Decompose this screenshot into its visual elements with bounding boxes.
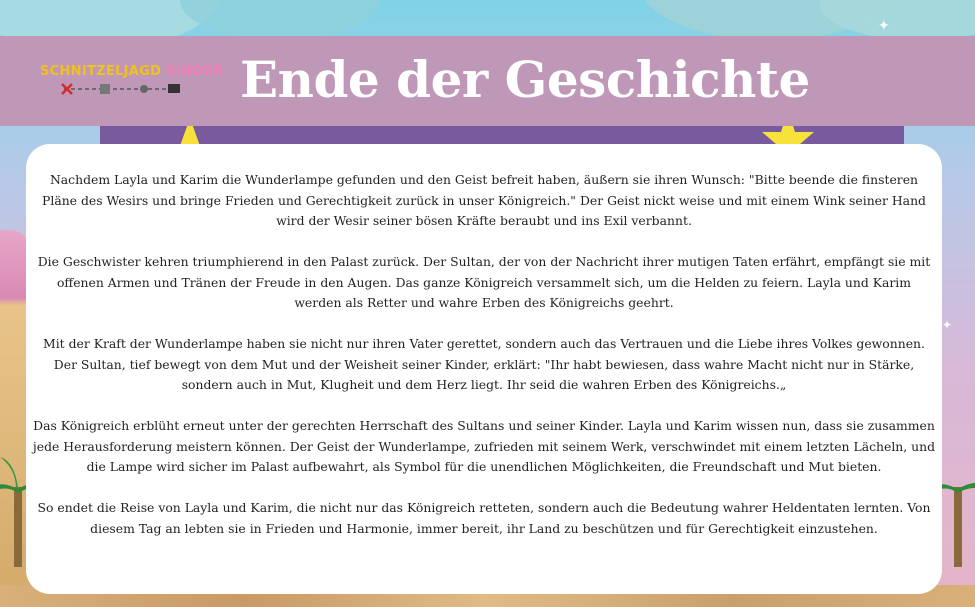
story-paragraph-1: Nachdem Layla und Karim die Wunderlampe gefunden und den Geist befreit haben, äußern sie ihren Wunsch: "Bitte beende die finsteren Pläne des Wesirs und bringe Frieden und Gerechtigkeit zurück in unser Königreich." Der Geist nickt weise und mit einem Wink seiner Hand wird der Wesir seiner bösen Kräfte beraubt und ins Exil verbannt. — [42, 172, 926, 228]
treasure-trail-icon — [40, 82, 185, 96]
logo-word-2: KINDER — [166, 64, 224, 79]
story-body — [32, 170, 936, 560]
page-title: Ende der Geschichte — [240, 50, 810, 109]
sparkle-icon: ✦ — [942, 318, 953, 332]
story-card — [26, 144, 942, 594]
story-paragraph-5: So endet die Reise von Layla und Karim, die nicht nur das Königreich retteten, sondern auch die Bedeutung wahrer Heldentaten lernten. Von diesem Tag an lebten sie in Frieden und Harmonie, immer bereit, ihr Land zu beschützen und für Gerechtigkeit einzustehen. — [37, 500, 931, 536]
story-paragraph-3: Mit der Kraft der Wunderlampe haben sie nicht nur ihren Vater gerettet, sondern auch das Vertrauen und die Liebe ihres Volkes gewonnen. Der Sultan, tief bewegt von dem Mut und der Weisheit seiner Kinder, erklärt: "Ihr habt bewiesen, dass wahre Macht nicht nur in Stärke, sondern auch in Mut, Klugheit und dem Herz liegt. Ihr seid die wahren Erben des Königreichs.„ — [43, 336, 925, 392]
story-paragraph-4: Das Königreich erblüht erneut unter der gerechten Herrschaft des Sultans und seiner Kinder. Layla und Karim wissen nun, dass sie zusammen jede Herausforderung meistern können. Der Geist der Wunderlampe, zufrieden mit seinem Werk, verschwindet mit einem letzten Lächeln, und die Lampe wird sicher im Palast aufbewahrt, als Symbol für die unendlichen Möglichkeiten, die Freundschaft und Mut bieten. — [32, 418, 936, 474]
logo-word-1: SCHNITZELJAGD — [40, 64, 162, 79]
cloud — [820, 0, 975, 40]
logo-wordmark — [40, 64, 224, 80]
brand-logo[interactable] — [40, 64, 224, 100]
story-paragraph-2: Die Geschwister kehren triumphierend in den Palast zurück. Der Sultan, der von der Nachricht ihrer mutigen Taten erfährt, empfängt sie mit offenen Armen und Tränen der Freude in den Augen. Das ganze Königreich versammelt sich, um die Helden zu feiern. Layla und Karim werden als Retter und wahre Erben des Königreichs geehrt. — [37, 254, 931, 310]
cloud — [180, 0, 380, 40]
sparkle-icon: ✦ — [878, 18, 890, 34]
